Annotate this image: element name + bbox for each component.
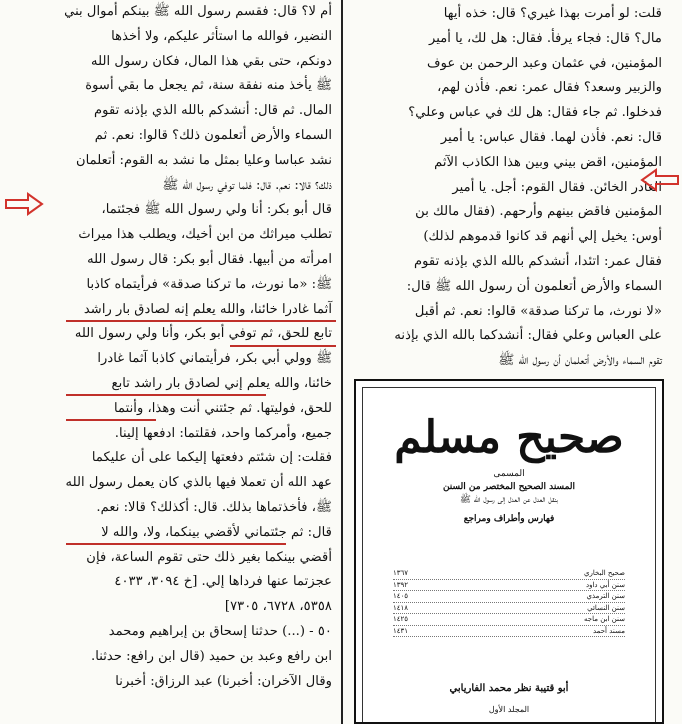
text-line: فقلت: إن شئتم دفعتها إليكما على أن عليكما bbox=[91, 450, 332, 466]
text-line: تابع للحق، ثم توفي أبو بكر، وأنا ولي رسول الله bbox=[74, 326, 332, 342]
right-column-text bbox=[352, 2, 662, 374]
text-line: «لا نورث، ما تركنا صدقة» قالوا: نعم. ثم أقبل bbox=[414, 303, 662, 319]
text-line: ﷺ وولي أبي بكر، فرأيتماني كاذبا آثما غادرا bbox=[97, 351, 332, 367]
text-line: قال: ثم جئتماني لأقضي بينكما، ولا، والله لا bbox=[101, 524, 332, 540]
cover-author: أبو قتيبة نظر محمد الفاريابي bbox=[449, 683, 569, 694]
cover-subtitle: المسمى bbox=[493, 469, 525, 479]
text-line: السماء والأرض أتعلمون ذلك؟ قالوا: نعم. ثم bbox=[94, 127, 332, 143]
cover-line: فهارس وأطراف ومراجع bbox=[463, 514, 555, 524]
cover-frame bbox=[362, 387, 656, 722]
list-item: سنن ابن ماجه ١٤٢٥ bbox=[393, 614, 625, 626]
text-line: وقال الآخران: أخبرنا) عبد الرزاق: أخبرنا bbox=[115, 673, 332, 689]
text-line: خائنا، والله يعلم إني لصادق بار راشد تابع bbox=[111, 375, 332, 391]
text-line: دونكم، حتى بقي هذا المال، فكان رسول الله bbox=[91, 53, 332, 69]
red-underline bbox=[66, 394, 266, 396]
arrow-right-icon bbox=[4, 192, 44, 216]
red-underline bbox=[66, 419, 156, 421]
text-line: قلت: لو أمرت بهذا غيري؟ قال: خذه أيها bbox=[443, 6, 662, 21]
text-line: أم لا؟ قال: فقسم رسول الله ﷺ بينكم أموال بني bbox=[64, 4, 332, 19]
text-line: امرأته من أبيها. فقال أبو بكر: قال رسول الله bbox=[87, 251, 332, 267]
text-line: جميع، وأمركما واحد، فقلتما: ادفعها إلينا. bbox=[114, 425, 332, 441]
text-line: عهد الله أن تعملا فيها بالذي كان يعمل رسول الله bbox=[65, 475, 332, 491]
cover-index-list bbox=[393, 568, 625, 637]
column-divider bbox=[341, 0, 343, 724]
text-line: تقوم السماء والأرض أتعلمان أن رسول الله ﷺ bbox=[498, 353, 662, 369]
text-line: ٥٣٥٨، ٦٧٢٨، ٧٣٠٥] bbox=[224, 599, 332, 615]
text-line: المال. ثم قال: أنشدكم بالله الذي بإذنه تقوم bbox=[94, 103, 332, 119]
red-underline bbox=[66, 543, 286, 545]
list-item: سنن النسائي ١٤١٨ bbox=[393, 603, 625, 615]
text-line: المؤمنين فاقض بينهم وأرحهم. (فقال مالك بن bbox=[415, 204, 662, 220]
red-underline bbox=[66, 320, 336, 322]
text-line: تطلب ميراثك من ابن أخيك، ويطلب هذا ميراث bbox=[78, 227, 332, 243]
book-cover-image bbox=[354, 379, 664, 724]
text-line: قال أبو بكر: أنا ولي رسول الله ﷺ فجئتما، bbox=[101, 202, 332, 218]
list-item: صحيح البخاري ١٣٦٧ bbox=[393, 568, 625, 580]
text-line: والزبير وسعد؟ فقال عمر: نعم. فأذن لهم، bbox=[437, 80, 662, 96]
cover-volume: المجلد الأول bbox=[488, 705, 530, 714]
red-underline bbox=[230, 345, 336, 347]
text-line: مال؟ قال: فجاء يرفأ. فقال: هل لك، يا أمير bbox=[428, 30, 662, 46]
text-line: النضير، فوالله ما استأثر عليكم، ولا أخذها bbox=[111, 28, 332, 44]
text-line: قال: نعم. فأذن لهما. فقال عباس: يا أمير bbox=[440, 129, 662, 145]
text-line: على العباس وعلي فقال: أنشدكما بالله الذي بإذنه bbox=[394, 328, 662, 344]
cover-title: صحيح مسلم bbox=[394, 412, 624, 463]
cover-line: بنقل العدل عن العدل إلى رسول الله ﷺ bbox=[460, 495, 558, 505]
text-line: المؤمنين، في عثمان وعبد الرحمن بن عوف bbox=[426, 55, 662, 71]
arrow-left-icon bbox=[640, 168, 680, 192]
text-line: ﷺ يأخذ منه نفقة سنة، ثم يجعل ما بقي أسوة bbox=[85, 78, 332, 94]
text-line: عجزتما عنها فرداها إلي. [خ ٣٠٩٤، ٤٠٣٣ bbox=[114, 574, 332, 590]
text-line: فدخلوا. ثم جاء فقال: هل لك في عباس وعلي؟ bbox=[408, 105, 662, 121]
list-item: سنن أبي داود ١٣٩٢ bbox=[393, 580, 625, 592]
text-line: ابن رافع وعبد بن حميد (قال ابن رافع: حدثنا. bbox=[91, 648, 332, 664]
text-line: ﷺ: «ما نورث، ما تركنا صدقة» فرأيتماه كاذبا bbox=[86, 276, 332, 292]
cover-subtitle-block bbox=[383, 468, 635, 526]
text-line: أوس: يخيل إلي أنهم قد كانوا قدموهم لذلك) bbox=[423, 229, 662, 245]
list-item: مسند أحمد ١٤٣١ bbox=[393, 626, 625, 638]
text-line: أقضي بينكما بغير ذلك حتى تقوم الساعة، فإن bbox=[86, 549, 332, 565]
list-item: سنن الترمذي ١٤٠٥ bbox=[393, 591, 625, 603]
text-line: الغادر الخائن. فقال القوم: أجل. يا أمير bbox=[452, 179, 662, 195]
left-column-text bbox=[62, 0, 332, 694]
text-line: آثما غادرا خائنا، والله يعلم إنه لصادق بار راشد bbox=[83, 301, 332, 317]
text-line: فقال عمر: اتئدا، أنشدكم بالله الذي بإذنه تقوم bbox=[413, 253, 662, 269]
text-line: ﷺ، فأخذتماها بذلك. قال: أكذلك؟ قالا: نعم. bbox=[96, 499, 332, 515]
text-line: للحق، فوليتها. ثم جئتني أنت وهذا، وأنتما bbox=[114, 400, 332, 416]
text-line: ذلك؟ قالا: نعم. قال: فلما توفي رسول الله ﷺ bbox=[162, 177, 332, 193]
cover-line: المسند الصحيح المختصر من السنن bbox=[442, 482, 576, 492]
text-line: نشد عباسا وعليا بمثل ما نشد به القوم: أتعلمان bbox=[75, 152, 332, 168]
text-line: ٥٠ - (...) حدثنا إسحاق بن إبراهيم ومحمد bbox=[108, 623, 332, 639]
text-line: المؤمنين، اقض بيني وبين هذا الكاذب الآثم bbox=[434, 154, 662, 170]
text-line: السماء والأرض أتعلمون أن رسول الله ﷺ قال: bbox=[406, 278, 662, 294]
